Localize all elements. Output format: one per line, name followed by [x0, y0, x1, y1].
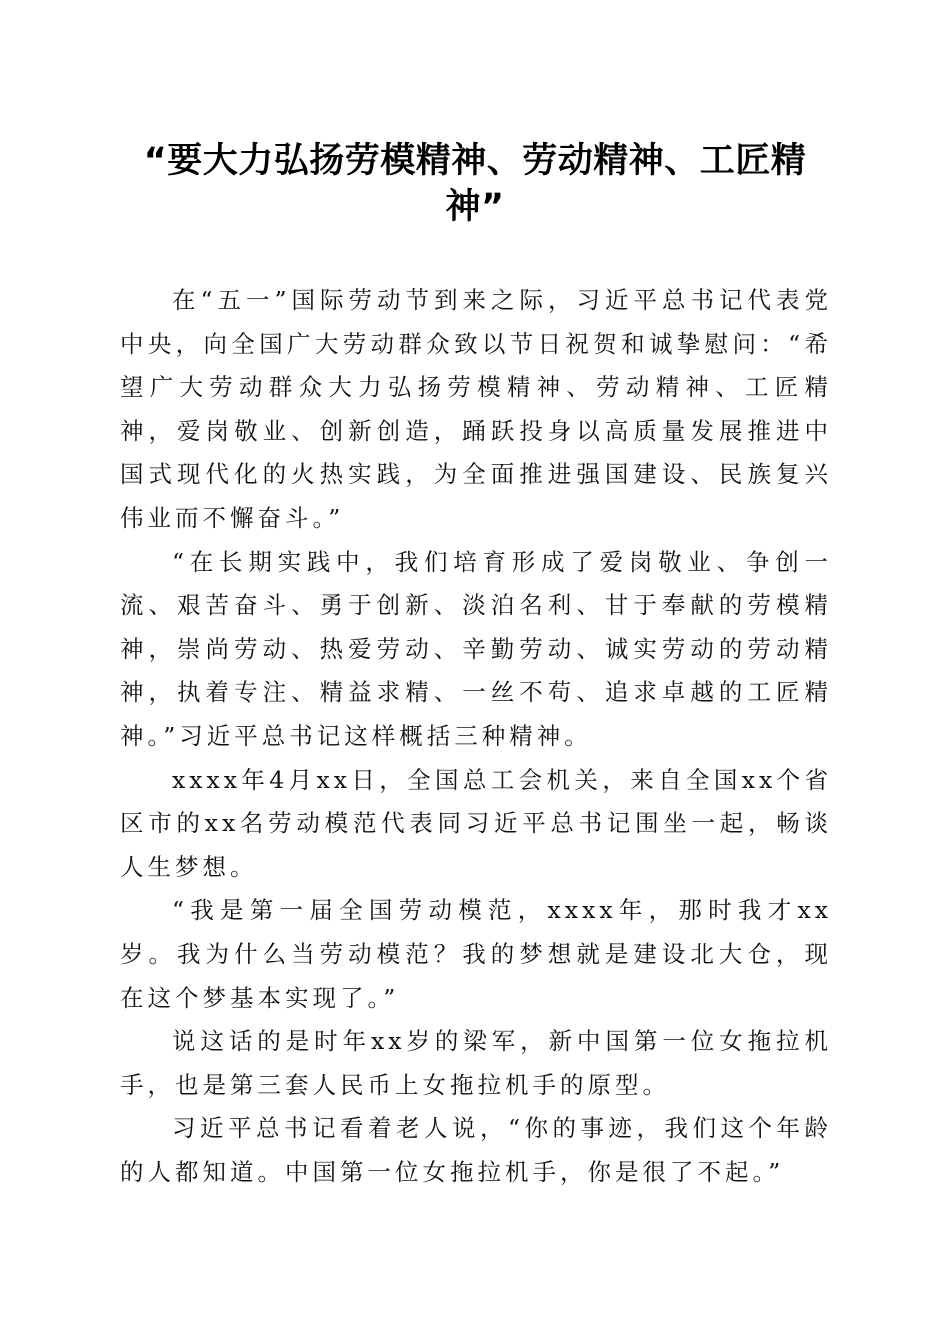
paragraph-3: xxxx年4月xx日，全国总工会机关，来自全国xx个省区市的xx名劳动模范代表同习近平总书记围坐一起，畅谈人生梦想。 [120, 765, 832, 881]
document-body [120, 279, 832, 1194]
paragraph-1: 在“五一”国际劳动节到来之际，习近平总书记代表党中央，向全国广大劳动群众致以节日祝贺和诚挚慰问：“希望广大劳动群众大力弘扬劳模精神、劳动精神、工匠精神，爱岗敬业、创新创造，踊跃投身以高质量发展推进中国式现代化的火热实践，为全面推进强国建设、民族复兴伟业而不懈奋斗。” [120, 286, 832, 532]
paragraph-4: “我是第一届全国劳动模范，xxxx年，那时我才xx岁。我为什么当劳动模范？我的梦想就是建设北大仓，现在这个梦基本实现了。” [120, 896, 832, 1012]
document-title: “要大力弘扬劳模精神、劳动精神、工匠精神” [143, 141, 807, 227]
paragraph-2: “在长期实践中，我们培育形成了爱岗敬业、争创一流、艰苦奋斗、勇于创新、淡泊名利、甘于奉献的劳模精神，崇尚劳动、热爱劳动、辛勤劳动、诚实劳动的劳动精神，执着专注、精益求精、一丝不苟、追求卓越的工匠精神。”习近平总书记这样概括三种精神。 [120, 547, 832, 750]
paragraph-5: 说这话的是时年xx岁的梁军，新中国第一位女拖拉机手，也是第三套人民币上女拖拉机手的原型。 [120, 1027, 832, 1099]
paragraph-6: 习近平总书记看着老人说，“你的事迹，我们这个年龄的人都知道。中国第一位女拖拉机手，你是很了不起。” [120, 1114, 832, 1186]
